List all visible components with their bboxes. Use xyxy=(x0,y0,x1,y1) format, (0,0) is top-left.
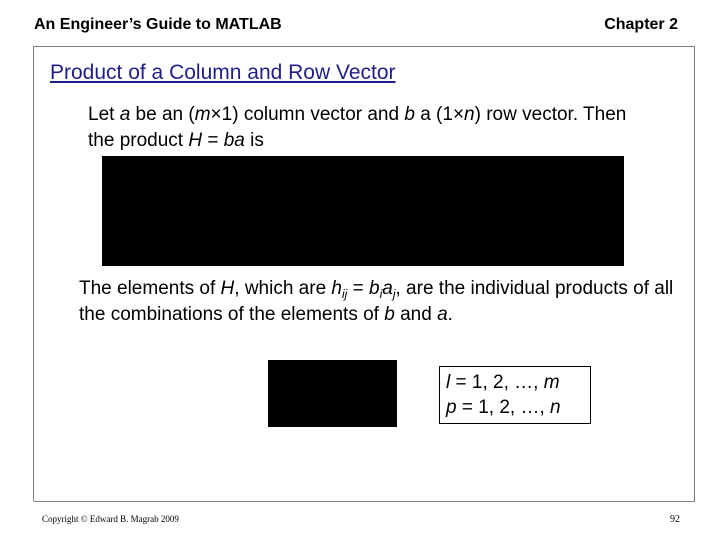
range-l: l = 1, 2, …, m xyxy=(446,372,560,393)
paragraph-elements: The elements of H, which are $h_{ij} = b_ia_j$, are the individual products of all the combinations of the elements of b and a. xyxy=(79,278,674,325)
range-p: p = 1, 2, …, n xyxy=(446,397,561,418)
equation-image-elements xyxy=(268,360,397,427)
footer-page-number: 92 xyxy=(670,514,680,525)
header-chapter: Chapter 2 xyxy=(604,16,678,33)
footer-copyright: Copyright © Edward B. Magrab 2009 xyxy=(42,514,179,524)
paragraph-definition: Let a be an (m×1) column vector and b a (1×n) row vector. Then the product H = ba is xyxy=(88,104,627,151)
index-range-box xyxy=(439,366,591,424)
header-book-title: An Engineer’s Guide to MATLAB xyxy=(34,16,282,33)
equation-image-product xyxy=(102,156,624,266)
slide-title: Product of a Column and Row Vector xyxy=(50,61,396,84)
